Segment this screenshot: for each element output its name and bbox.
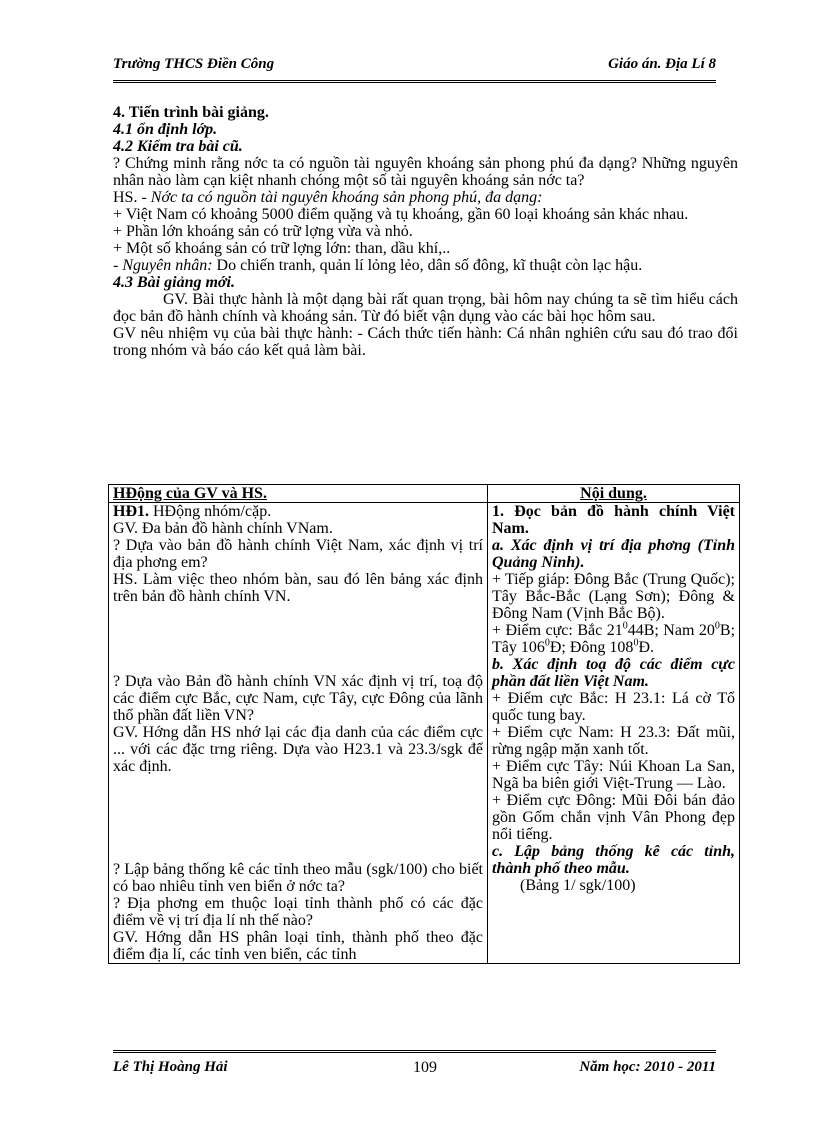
section-4-3-heading: 4.3 Bài giảng mới. (113, 274, 235, 291)
content-cell (488, 503, 740, 964)
section-4-1-heading: 4.1 ổn định lớp. (113, 121, 218, 138)
activity-cell (109, 503, 488, 964)
section-4-2-heading: 4.2 Kiểm tra bài cũ. (113, 138, 243, 155)
activity-line: ? Dựa vào Bản đồ hành chính VN xác định vị trí, toạ độ các điểm cực Bắc, cực Nam, cực Tây, cực Đông của lãnh thổ phần đất liền VN? (113, 673, 483, 724)
answer-bullet: + Một số khoáng sản có trữ lợng lớn: than, dầu khí,.. (113, 240, 451, 257)
content-heading-1: 1. Đọc bản đồ hành chính Việt Nam. (492, 503, 735, 537)
cause-line: - Nguyên nhân: Do chiến tranh, quản lí lỏng lẻo, dân số đông, kĩ thuật còn lạc hậu. (113, 257, 643, 274)
content-subheading-c: c. Lập bảng thống kê các tỉnh, thành phố theo mẫu. (492, 843, 735, 877)
spacer (113, 775, 483, 861)
activity-line: ? Dựa vào bản đồ hành chính Việt Nam, xác định vị trí địa phơng em? (113, 537, 483, 571)
col-header-activity: HĐộng của GV và HS. (109, 485, 488, 503)
activity-table (108, 484, 740, 964)
activity-line: GV. Hớng dẫn HS phân loại tỉnh, thành phố theo đặc điểm địa lí, các tỉnh ven biển, các tỉnh (113, 929, 483, 963)
content-subheading-a: a. Xác định vị trí địa phơng (Tỉnh Quảng Ninh). (492, 537, 735, 571)
activity-line: HS. Làm việc theo nhóm bàn, sau đó lên bảng xác định trên bản đồ hành chính VN. (113, 571, 483, 605)
hs-answer: HS. - Nớc ta có nguồn tài nguyên khoáng sản phong phú, đa dạng: (113, 189, 543, 206)
content-line: (Bảng 1/ sgk/100) (520, 877, 636, 894)
content-line: + Điểm cực Nam: H 23.3: Đất mũi, rừng ngập mặn xanh tốt. (492, 724, 735, 758)
content-line: + Điểm cực Đông: Mũi Đôi bán đảo gồn Gốm chắn vịnh Vân Phong đẹp nổi tiếng. (492, 792, 735, 843)
content-line: + Điểm cực Tây: Núi Khoan La San, Ngã ba biên giới Việt-Trung — Lào. (492, 758, 735, 792)
review-question: ? Chứng minh rằng nớc ta có nguồn tài nguyên khoáng sản phong phú đa dạng? Những nguyên nhân nào làm cạn kiệt nhanh chóng một số tài nguyên khoáng sản nớc ta? (113, 155, 738, 189)
page-footer (113, 1050, 716, 1075)
answer-bullet: + Phần lớn khoáng sản có trữ lợng vừa và nhỏ. (113, 223, 413, 240)
activity-line: ? Địa phơng em thuộc loại tỉnh thành phố có các đặc điểm về vị trí địa lí nh thế nào? (113, 895, 483, 929)
teacher-task: GV nêu nhiệm vụ của bài thực hành: - Cách thức tiến hành: Cá nhân nghiên cứu sau đó trao đổi trong nhóm và báo cáo kết quả làm bài. (113, 325, 738, 359)
spacer (113, 605, 483, 673)
teacher-intro: GV. Bài thực hành là một dạng bài rất quan trọng, bài hôm nay chúng ta sẽ tìm hiểu cách đọc bản đồ hành chính và khoáng sản. Từ đó biết vận dụng vào các bài học hôm sau. (113, 291, 738, 325)
school-year: Năm học: 2010 - 2011 (579, 1059, 716, 1075)
activity-line: ? Lập bảng thống kê các tỉnh theo mẫu (sgk/100) cho biết có bao nhiêu tỉnh ven biển ở nớc ta? (113, 861, 483, 895)
author-name: Lê Thị Hoàng Hải (113, 1059, 228, 1075)
col-header-content: Nội dung. (488, 485, 740, 503)
school-name: Trường THCS Điền Công (113, 56, 275, 72)
subject-title: Giáo án. Địa Lí 8 (608, 56, 716, 72)
content-line: + Tiếp giáp: Đông Bắc (Trung Quốc); Tây Bắc-Bắc (Lạng Sơn); Đông & Đông Nam (Vịnh Bắc Bộ). (492, 571, 735, 622)
answer-bullet: + Việt Nam có khoảng 5000 điểm quặng và tụ khoáng, gần 60 loại khoáng sản khác nhau. (113, 206, 689, 223)
page-header (113, 50, 716, 83)
section-4-heading: 4. Tiến trình bài giảng. (113, 104, 269, 121)
content-subheading-b: b. Xác định toạ độ các điểm cực phần đất liền Việt Nam. (492, 656, 735, 690)
content-coordinates: + Điểm cực: Bắc $21^044B$; Nam $20^0B$; Tây $106^0Đ$; Đông $108^0Đ$. (492, 620, 736, 656)
page-number: 109 (413, 1059, 437, 1076)
activity-1-title: HĐ1. HĐộng nhóm/cặp. (113, 503, 272, 520)
lesson-body (113, 104, 738, 359)
activity-line: GV. Hớng dẫn HS nhớ lại các địa danh của các điểm cực ... với các đặc trng riêng. Dựa vào H23.1 và 23.3/sgk để xác định. (113, 724, 483, 775)
content-line: + Điểm cực Bắc: H 23.1: Lá cờ Tổ quốc tung bay. (492, 690, 735, 724)
activity-line: GV. Đa bản đồ hành chính VNam. (113, 520, 333, 537)
